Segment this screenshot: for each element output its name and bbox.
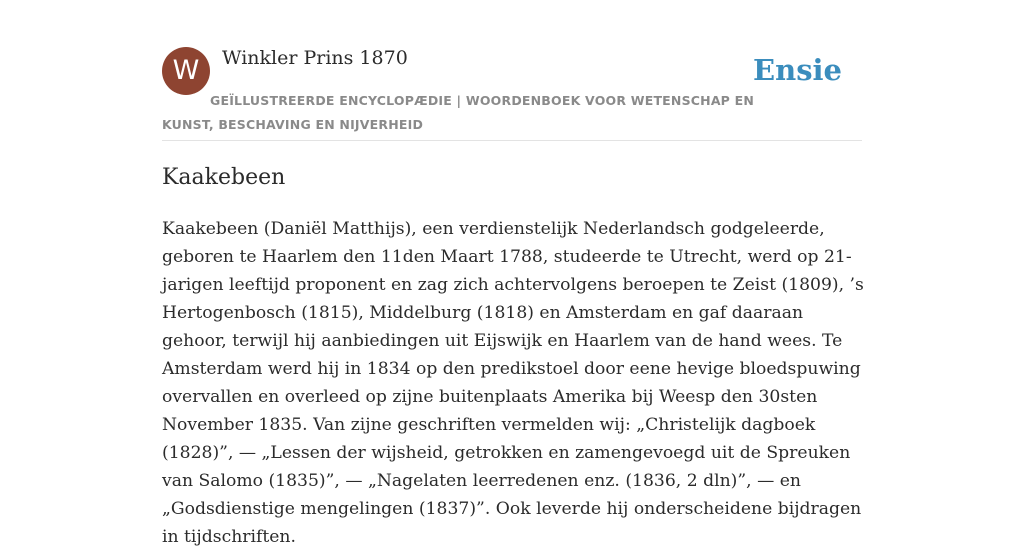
source-header bbox=[162, 46, 862, 141]
source-title[interactable]: Winkler Prins 1870 bbox=[222, 47, 408, 69]
source-subtitle: GEÏLLUSTREERDE ENCYCLOPÆDIE | WOORDENBOEK VOOR WETENSCHAP EN KUNST, BESCHAVING EN NIJVERHEID bbox=[162, 93, 755, 132]
article-title: Kaakebeen bbox=[162, 165, 286, 190]
source-avatar[interactable]: W bbox=[162, 47, 210, 95]
article-body: Kaakebeen (Daniël Matthijs), een verdienstelijk Nederlandsch godgeleerde, geboren te Haarlem den 11den Maart 1788, studeerde te Utrecht, werd op 21-jarigen leeftijd proponent en zag zich achtervolgens beroepen te Zeist (1809), ’s Hertogenbosch (1815), Middelburg (1818) en Amsterdam en gaf daaraan gehoor, terwijl hij aanbiedingen uit Eijswijk en Haarlem van de hand wees. Te Amsterdam werd hij in 1834 op den predikstoel door eene hevige bloedspuwing overvallen en overleed op zijne buitenplaats Amerika bij Weesp den 30sten November 1835. Van zijne geschriften vermelden wij: „Christelijk dagboek (1828)”, — „Lessen der wijsheid, getrokken en zamengevoegd uit de Spreuken van Salomo (1835)”, — „Nagelaten leerredenen enz. (1836, 2 dln)”, — en „Godsdienstige mengelingen (1837)”. Ook leverde hij onderscheidene bijdragen in tijdschriften. bbox=[162, 219, 864, 547]
ensie-logo[interactable]: Ensie bbox=[753, 53, 842, 87]
